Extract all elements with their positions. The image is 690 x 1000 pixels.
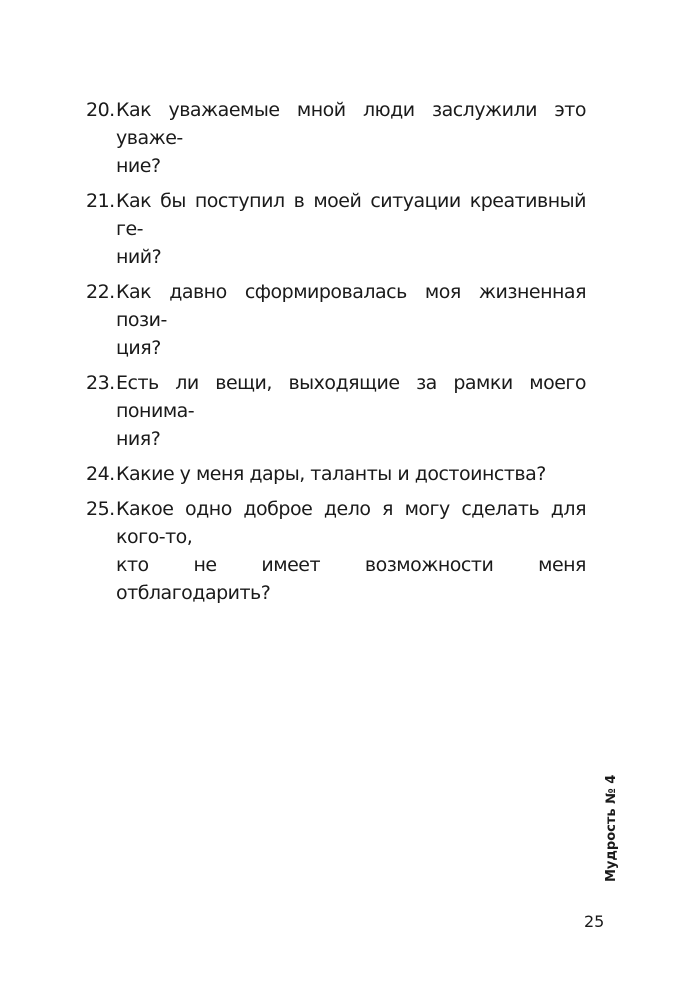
question-number: 25. <box>86 498 115 520</box>
question-line: кто не имеет возможности меня отблагодарить? <box>116 554 586 604</box>
question-line: ния? <box>116 428 161 450</box>
question-number: 20. <box>86 99 115 121</box>
running-head: Мудрость № 4 <box>604 774 619 882</box>
question-line: Какое одно доброе дело я могу сделать для кого-то, <box>116 498 586 548</box>
page-number: 25 <box>584 912 605 931</box>
question-line: ние? <box>116 155 161 177</box>
question-line: Есть ли вещи, выходящие за рамки моего понима- <box>116 372 586 422</box>
question-line: Какие у меня дары, таланты и достоинства? <box>116 463 546 485</box>
question-number: 23. <box>86 372 115 394</box>
question-line: Как уважаемые мной люди заслужили это уваже- <box>116 99 586 149</box>
question-number: 21. <box>86 190 115 212</box>
question-number: 22. <box>86 281 115 303</box>
question-line: ция? <box>116 337 161 359</box>
question-text <box>116 187 586 271</box>
question-item <box>86 495 586 607</box>
question-line: Как давно сформировалась моя жизненная пози- <box>116 281 586 331</box>
question-item <box>86 187 586 271</box>
question-number: 24. <box>86 463 115 485</box>
question-text <box>116 369 586 453</box>
question-text <box>116 278 586 362</box>
question-item <box>86 369 586 453</box>
question-item <box>86 278 586 362</box>
question-text <box>116 495 586 607</box>
question-text <box>116 460 586 488</box>
question-item <box>86 96 586 180</box>
question-text <box>116 96 586 180</box>
question-line: ний? <box>116 246 162 268</box>
question-item <box>86 460 586 488</box>
question-list <box>86 96 586 614</box>
question-line: Как бы поступил в моей ситуации креативный ге- <box>116 190 586 240</box>
